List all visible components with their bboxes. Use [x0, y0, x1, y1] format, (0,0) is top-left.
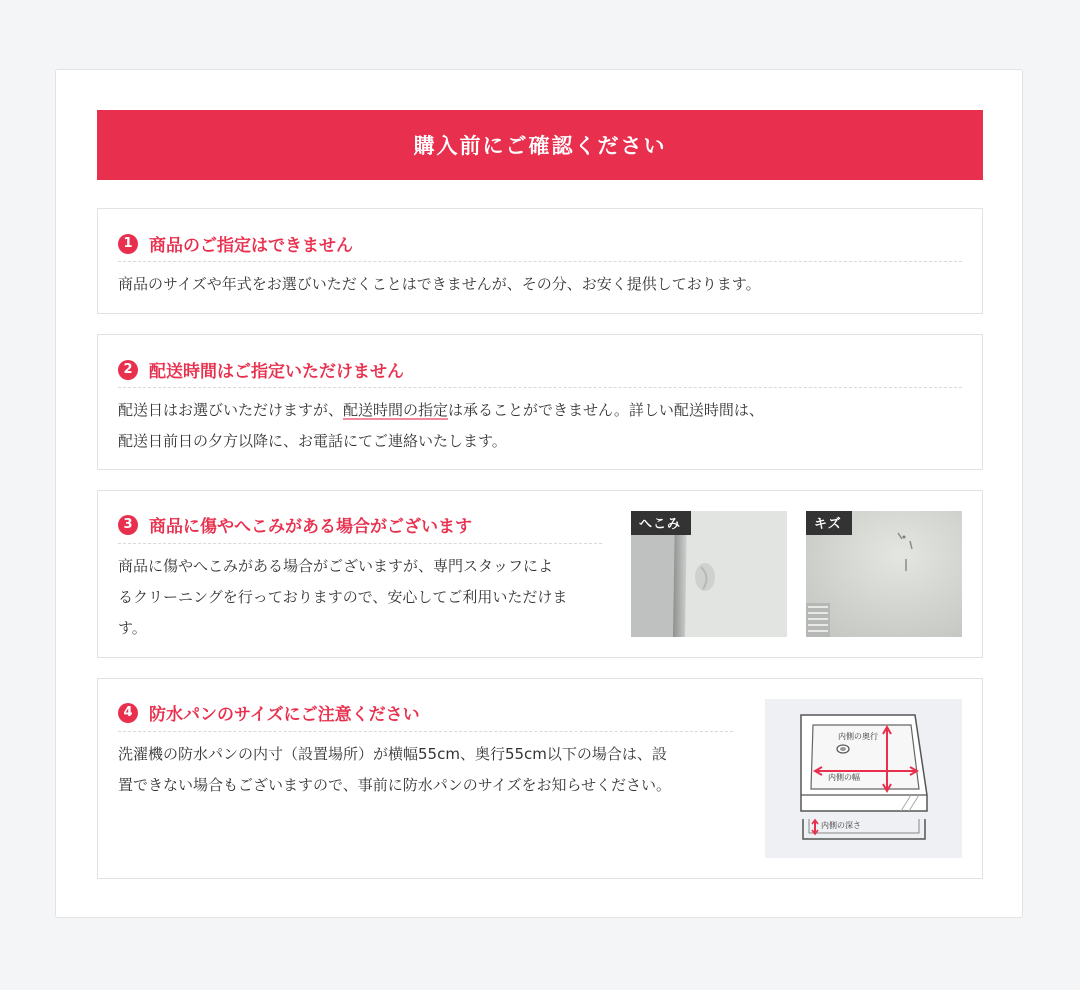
body-text: す。	[118, 619, 147, 637]
highlighted-text: 配送時間の指定	[343, 401, 449, 419]
waterproof-pan-diagram-image	[765, 699, 962, 858]
body-text: 商品に傷やへこみがある場合がございますが、専門スタッフによ	[118, 557, 554, 575]
scratch-photo	[806, 511, 962, 637]
section-body: 商品のサイズや年式をお選びいただくことはできませんが、その分、お安く提供しております。	[118, 275, 761, 293]
section-heading	[118, 700, 420, 725]
photo-label: へこみ	[631, 511, 691, 535]
waterproof-pan-diagram	[765, 699, 962, 858]
section-title: 配送時間はご指定いただけません	[149, 362, 404, 382]
divider	[118, 261, 962, 262]
body-text: は承ることができません。詳しい配送時間は、	[448, 401, 764, 419]
body-text: 置できない場合もございますので、事前に防水パンのサイズをお知らせください。	[118, 776, 672, 794]
diagram-label-height: 内側の深さ	[821, 821, 861, 830]
notice-section-3	[97, 490, 983, 658]
divider	[118, 387, 962, 388]
divider	[118, 543, 602, 544]
section-title: 防水パンのサイズにご注意ください	[149, 705, 420, 725]
notice-section-2	[97, 334, 983, 470]
section-heading	[118, 231, 353, 256]
body-text: 配送日はお選びいただけますが、	[118, 401, 344, 419]
notice-section-4	[97, 678, 983, 879]
page-title: 購入前にご確認ください	[97, 110, 983, 180]
photo-label: キズ	[806, 511, 852, 535]
section-heading	[118, 512, 472, 537]
body-text: るクリーニングを行っておりますので、安心してご利用いただけま	[118, 588, 568, 606]
body-text: 配送日前日の夕方以降に、お電話にてご連絡いたします。	[118, 432, 507, 450]
section-title: 商品のご指定はできません	[149, 236, 353, 256]
divider	[118, 731, 733, 732]
section-body	[118, 739, 671, 801]
diagram-label-depth: 内側の奥行	[838, 732, 878, 741]
section-heading	[118, 357, 404, 382]
diagram-label-width: 内側の幅	[828, 773, 860, 782]
number-badge: 4	[118, 703, 138, 723]
notice-section-1	[97, 208, 983, 314]
body-text: 洗濯機の防水パンの内寸（設置場所）が横幅55cm、奥行55cm以下の場合は、設	[118, 745, 667, 763]
number-badge: 2	[118, 360, 138, 380]
section-title: 商品に傷やへこみがある場合がございます	[149, 517, 472, 537]
number-badge: 3	[118, 515, 138, 535]
dent-photo	[631, 511, 787, 637]
number-badge: 1	[118, 234, 138, 254]
section-body	[118, 395, 764, 457]
section-body	[118, 551, 567, 644]
notice-card	[55, 69, 1023, 918]
